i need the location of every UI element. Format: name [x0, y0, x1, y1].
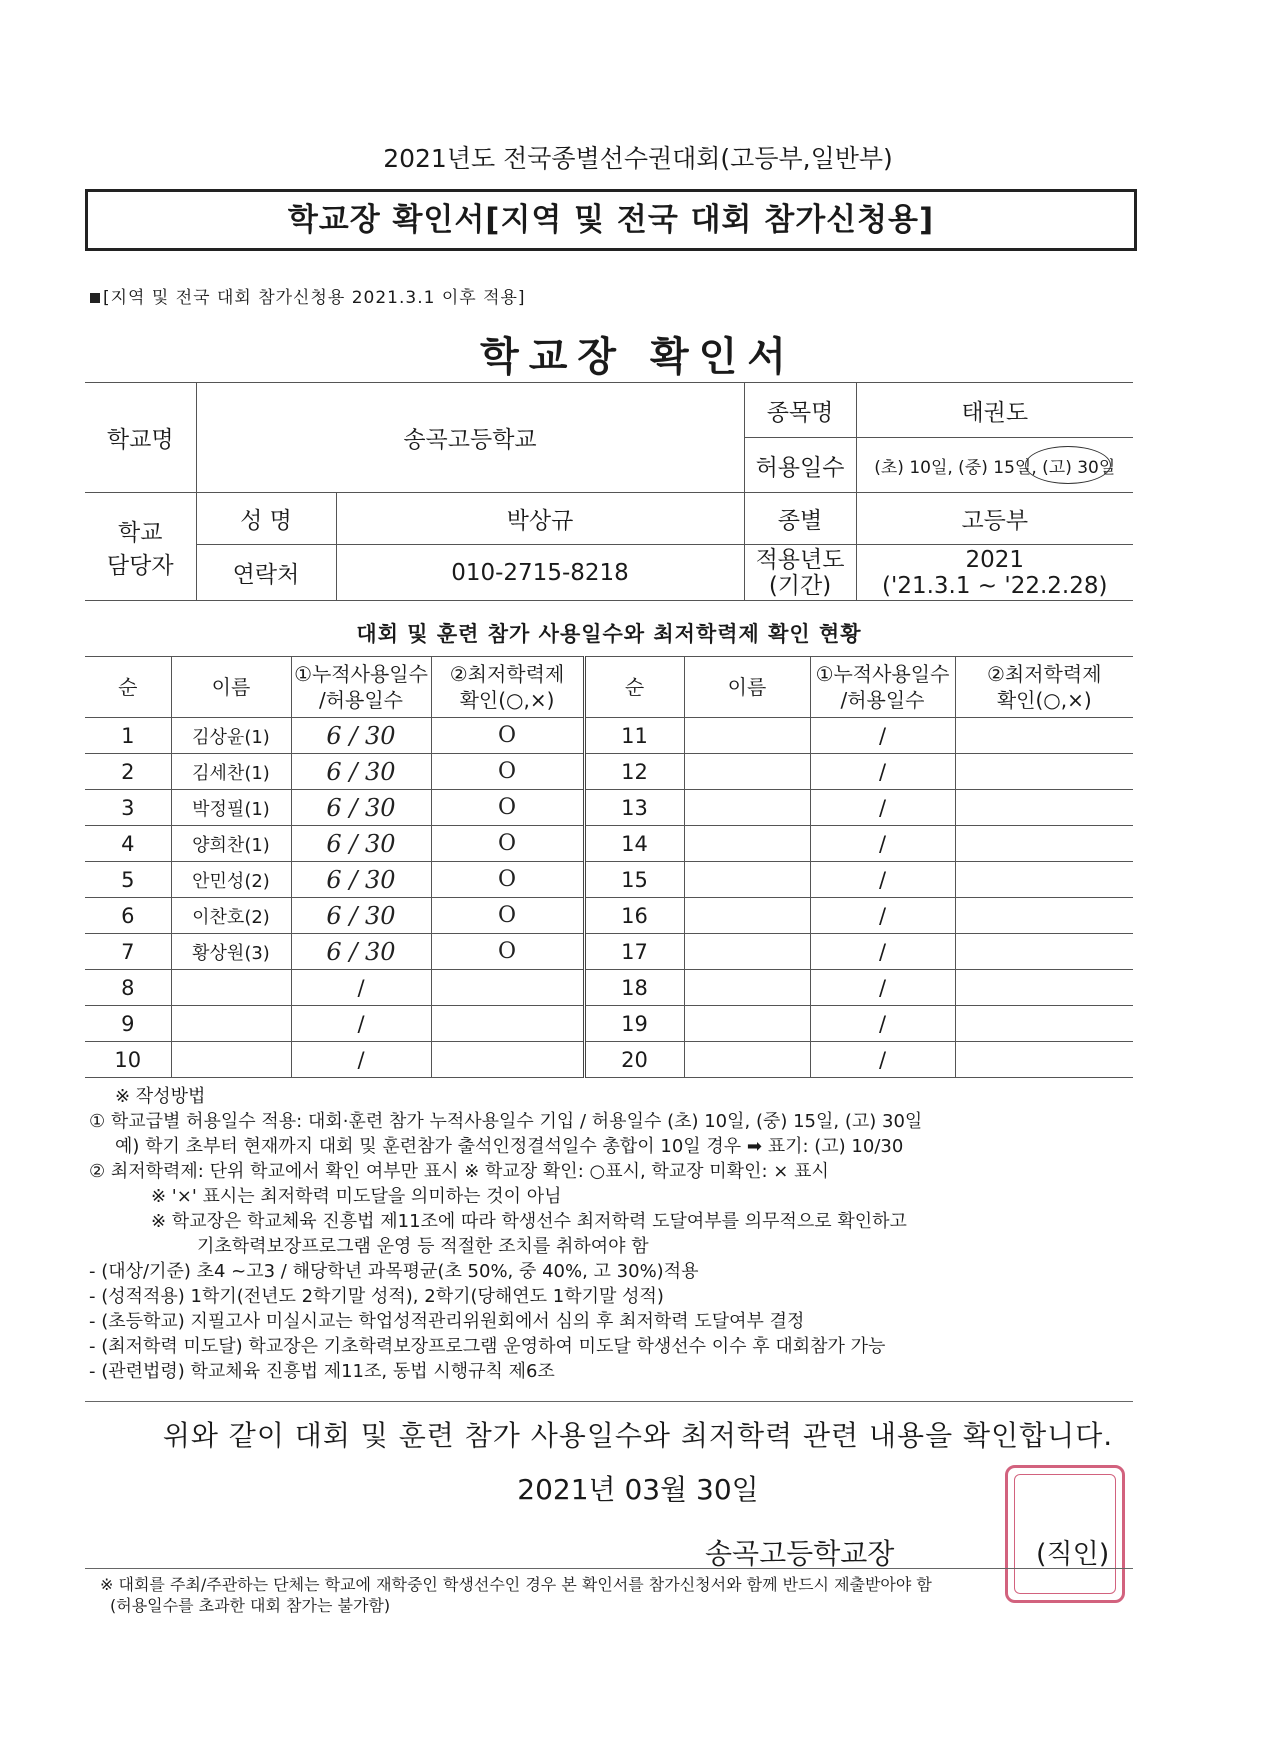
- check-mark: O: [431, 898, 584, 934]
- instruction-line: 예) 학기 초부터 현재까지 대회 및 훈련참가 출석인정결석일수 총합이 10일 경우 ➡ 표기: (고) 10/30: [115, 1136, 904, 1157]
- student-name: [684, 754, 810, 790]
- document-date: 2021년 03월 30일: [517, 1473, 759, 1506]
- used-days: /: [810, 1042, 955, 1078]
- student-name: [684, 1006, 810, 1042]
- student-name: 황상원(3): [171, 934, 291, 970]
- row-no: 20: [584, 1042, 684, 1078]
- student-name: [684, 970, 810, 1006]
- student-name: [171, 1006, 291, 1042]
- row-no: 8: [85, 970, 171, 1006]
- square-bullet-icon: [90, 293, 100, 303]
- used-days: 6 / 30: [291, 754, 431, 790]
- instruction-line: - (초등학교) 지필고사 미실시교는 학업성적관리위원회에서 심의 후 최저학력 도달여부 결정: [89, 1311, 805, 1332]
- used-days: /: [291, 970, 431, 1006]
- period-value: [856, 545, 1133, 601]
- col-days-right-2: /허용일수: [840, 688, 925, 712]
- col-name-left: 이름: [171, 657, 291, 718]
- col-check-right: [955, 657, 1133, 718]
- used-days: /: [810, 718, 955, 754]
- col-no-left: 순: [85, 657, 171, 718]
- col-check-left-2: 확인(○,×): [459, 688, 555, 712]
- student-name: 양희찬(1): [171, 826, 291, 862]
- col-name-right: 이름: [684, 657, 810, 718]
- table-row: [85, 934, 1133, 970]
- period-label: [744, 545, 856, 601]
- col-check-right-1: ②최저학력제: [986, 662, 1102, 686]
- check-mark: O: [431, 790, 584, 826]
- period-label-line-1: 적용년도: [755, 546, 845, 573]
- row-no: 16: [584, 898, 684, 934]
- instruction-line: ① 학교급별 허용일수 적용: 대회·훈련 참가 누적사용일수 기입 / 허용일수 (초) 10일, (중) 15일, (고) 30일: [89, 1111, 923, 1132]
- row-no: 1: [85, 718, 171, 754]
- student-name: [684, 1042, 810, 1078]
- principal-title: 송곡고등학교장: [705, 1537, 895, 1570]
- school-info-table: [85, 382, 1133, 601]
- contact-label-line-2: 담당자: [106, 552, 174, 579]
- col-no-right: 순: [584, 657, 684, 718]
- table-row: [85, 718, 1133, 754]
- status-table: [85, 656, 1133, 1078]
- divider: [85, 1568, 1133, 1569]
- instruction-line: 기초학력보장프로그램 운영 등 적절한 조치를 취하여야 함: [197, 1236, 649, 1257]
- check-mark: O: [431, 754, 584, 790]
- school-name-value: 송곡고등학교: [196, 383, 744, 493]
- used-days: /: [810, 1006, 955, 1042]
- student-name: [171, 970, 291, 1006]
- row-no: 15: [584, 862, 684, 898]
- instruction-line: - (최저학력 미도달) 학교장은 기초학력보장프로그램 운영하여 미도달 학생선수 이수 후 대회참가 가능: [89, 1336, 886, 1357]
- used-days: /: [810, 970, 955, 1006]
- person-name-label: 성 명: [196, 493, 336, 545]
- col-days-left: [291, 657, 431, 718]
- student-name: 박정필(1): [171, 790, 291, 826]
- instruction-line: ※ '×' 표시는 최저학력 미도달을 의미하는 것이 아님: [151, 1186, 562, 1207]
- table-row: [85, 790, 1133, 826]
- used-days: /: [810, 898, 955, 934]
- contact-label-line-1: 학교: [118, 519, 163, 546]
- check-mark: [431, 970, 584, 1006]
- footnote: [100, 1574, 932, 1616]
- student-name: 안민성(2): [171, 862, 291, 898]
- check-mark: [955, 1006, 1133, 1042]
- main-title: 학교장 확인서: [480, 334, 796, 380]
- division-label: 종별: [744, 493, 856, 545]
- table-row: [85, 1006, 1133, 1042]
- student-name: 김상윤(1): [171, 718, 291, 754]
- instruction-line: ※ 학교장은 학교체육 진흥법 제11조에 따라 학생선수 최저학력 도달여부를 의무적으로 확인하고: [151, 1211, 907, 1232]
- instructions-section: [85, 1084, 1133, 1384]
- col-days-left-2: /허용일수: [318, 688, 404, 712]
- check-mark: O: [431, 934, 584, 970]
- check-mark: [955, 934, 1133, 970]
- col-check-right-2: 확인(○,×): [996, 688, 1092, 712]
- row-no: 6: [85, 898, 171, 934]
- row-no: 11: [584, 718, 684, 754]
- form-code-line: [90, 283, 526, 308]
- table-row: [85, 970, 1133, 1006]
- instruction-line: - (관련법령) 학교체육 진흥법 제11조, 동법 시행규칙 제6조: [89, 1361, 555, 1382]
- status-heading: 대회 및 훈련 참가 사용일수와 최저학력제 확인 현황: [356, 622, 862, 646]
- table-row: [85, 754, 1133, 790]
- row-no: 10: [85, 1042, 171, 1078]
- instructions-heading: ※ 작성방법: [115, 1086, 206, 1107]
- period-range: ('21.3.1 ~ '22.2.28): [882, 572, 1108, 599]
- instruction-line: - (대상/기준) 초4 ~고3 / 해당학년 과목평균(초 50%, 중 40%, 고 30%)적용: [89, 1261, 699, 1282]
- col-days-right-1: ①누적사용일수: [815, 662, 950, 686]
- student-name: 이찬호(2): [171, 898, 291, 934]
- used-days: /: [810, 934, 955, 970]
- used-days: 6 / 30: [291, 790, 431, 826]
- period-year: 2021: [965, 546, 1025, 573]
- check-mark: [431, 1006, 584, 1042]
- competition-title: 2021년도 전국종별선수권대회(고등부,일반부): [383, 144, 893, 173]
- used-days: 6 / 30: [291, 718, 431, 754]
- instruction-line: - (성적적용) 1학기(전년도 2학기말 성적), 2학기(당해연도 1학기말 성적): [89, 1286, 664, 1307]
- allowed-days-label: 허용일수: [744, 438, 856, 493]
- used-days: 6 / 30: [291, 898, 431, 934]
- row-no: 9: [85, 1006, 171, 1042]
- col-check-left-1: ②최저학력제: [449, 662, 565, 686]
- used-days: 6 / 30: [291, 934, 431, 970]
- confirmation-statement: 위와 같이 대회 및 훈련 참가 사용일수와 최저학력 관련 내용을 확인합니다.: [162, 1419, 1114, 1452]
- used-days: 6 / 30: [291, 826, 431, 862]
- row-no: 3: [85, 790, 171, 826]
- used-days: /: [810, 826, 955, 862]
- row-no: 19: [584, 1006, 684, 1042]
- check-mark: [955, 826, 1133, 862]
- row-no: 5: [85, 862, 171, 898]
- footnote-line-1: ※ 대회를 주최/주관하는 단체는 학교에 재학중인 학생선수인 경우 본 확인서를 참가신청서와 함께 반드시 제출받아야 함: [100, 1575, 932, 1594]
- check-mark: [955, 862, 1133, 898]
- used-days: /: [291, 1042, 431, 1078]
- student-name: [171, 1042, 291, 1078]
- table-row: [85, 1042, 1133, 1078]
- seal-label: (직인): [1036, 1539, 1110, 1570]
- phone-label: 연락처: [196, 545, 336, 601]
- check-mark: [955, 754, 1133, 790]
- table-row: [85, 862, 1133, 898]
- sport-label: 종목명: [744, 383, 856, 438]
- check-mark: O: [431, 718, 584, 754]
- person-name-value: 박상규: [336, 493, 744, 545]
- sport-value: 태권도: [856, 383, 1133, 438]
- divider: [85, 1401, 1133, 1402]
- check-mark: O: [431, 862, 584, 898]
- col-days-right: [810, 657, 955, 718]
- allowed-days-text: (초) 10일, (중) 15일, (고) 30일: [874, 457, 1116, 478]
- check-mark: [955, 898, 1133, 934]
- used-days: /: [810, 790, 955, 826]
- period-label-line-2: (기간): [768, 572, 832, 599]
- row-no: 17: [584, 934, 684, 970]
- form-code-text: [지역 및 전국 대회 참가신청용 2021.3.1 이후 적용]: [103, 288, 526, 308]
- table-row: [85, 826, 1133, 862]
- footnote-line-2: (허용일수를 초과한 대회 참가는 불가함): [110, 1596, 391, 1615]
- used-days: /: [810, 862, 955, 898]
- handwritten-circle-mark: [1025, 446, 1111, 484]
- used-days: 6 / 30: [291, 862, 431, 898]
- student-name: 김세찬(1): [171, 754, 291, 790]
- instruction-line: ② 최저학력제: 단위 학교에서 확인 여부만 표시 ※ 학교장 확인: ○표시, 학교장 미확인: × 표시: [89, 1161, 829, 1182]
- student-name: [684, 934, 810, 970]
- allowed-days-value: [856, 438, 1133, 493]
- check-mark: [431, 1042, 584, 1078]
- student-name: [684, 898, 810, 934]
- student-name: [684, 790, 810, 826]
- check-mark: O: [431, 826, 584, 862]
- boxed-document-title: 학교장 확인서[지역 및 전국 대회 참가신청용]: [85, 189, 1137, 251]
- student-name: [684, 826, 810, 862]
- phone-value: 010-2715-8218: [336, 545, 744, 601]
- table-row: [85, 898, 1133, 934]
- used-days: /: [810, 754, 955, 790]
- check-mark: [955, 790, 1133, 826]
- row-no: 12: [584, 754, 684, 790]
- used-days: /: [291, 1006, 431, 1042]
- col-days-left-1: ①누적사용일수: [294, 662, 428, 686]
- check-mark: [955, 718, 1133, 754]
- student-name: [684, 718, 810, 754]
- contact-label: [85, 493, 196, 601]
- check-mark: [955, 970, 1133, 1006]
- row-no: 13: [584, 790, 684, 826]
- row-no: 2: [85, 754, 171, 790]
- row-no: 4: [85, 826, 171, 862]
- col-check-left: [431, 657, 584, 718]
- check-mark: [955, 1042, 1133, 1078]
- row-no: 14: [584, 826, 684, 862]
- school-name-label: 학교명: [85, 383, 196, 493]
- row-no: 18: [584, 970, 684, 1006]
- student-name: [684, 862, 810, 898]
- division-value: 고등부: [856, 493, 1133, 545]
- row-no: 7: [85, 934, 171, 970]
